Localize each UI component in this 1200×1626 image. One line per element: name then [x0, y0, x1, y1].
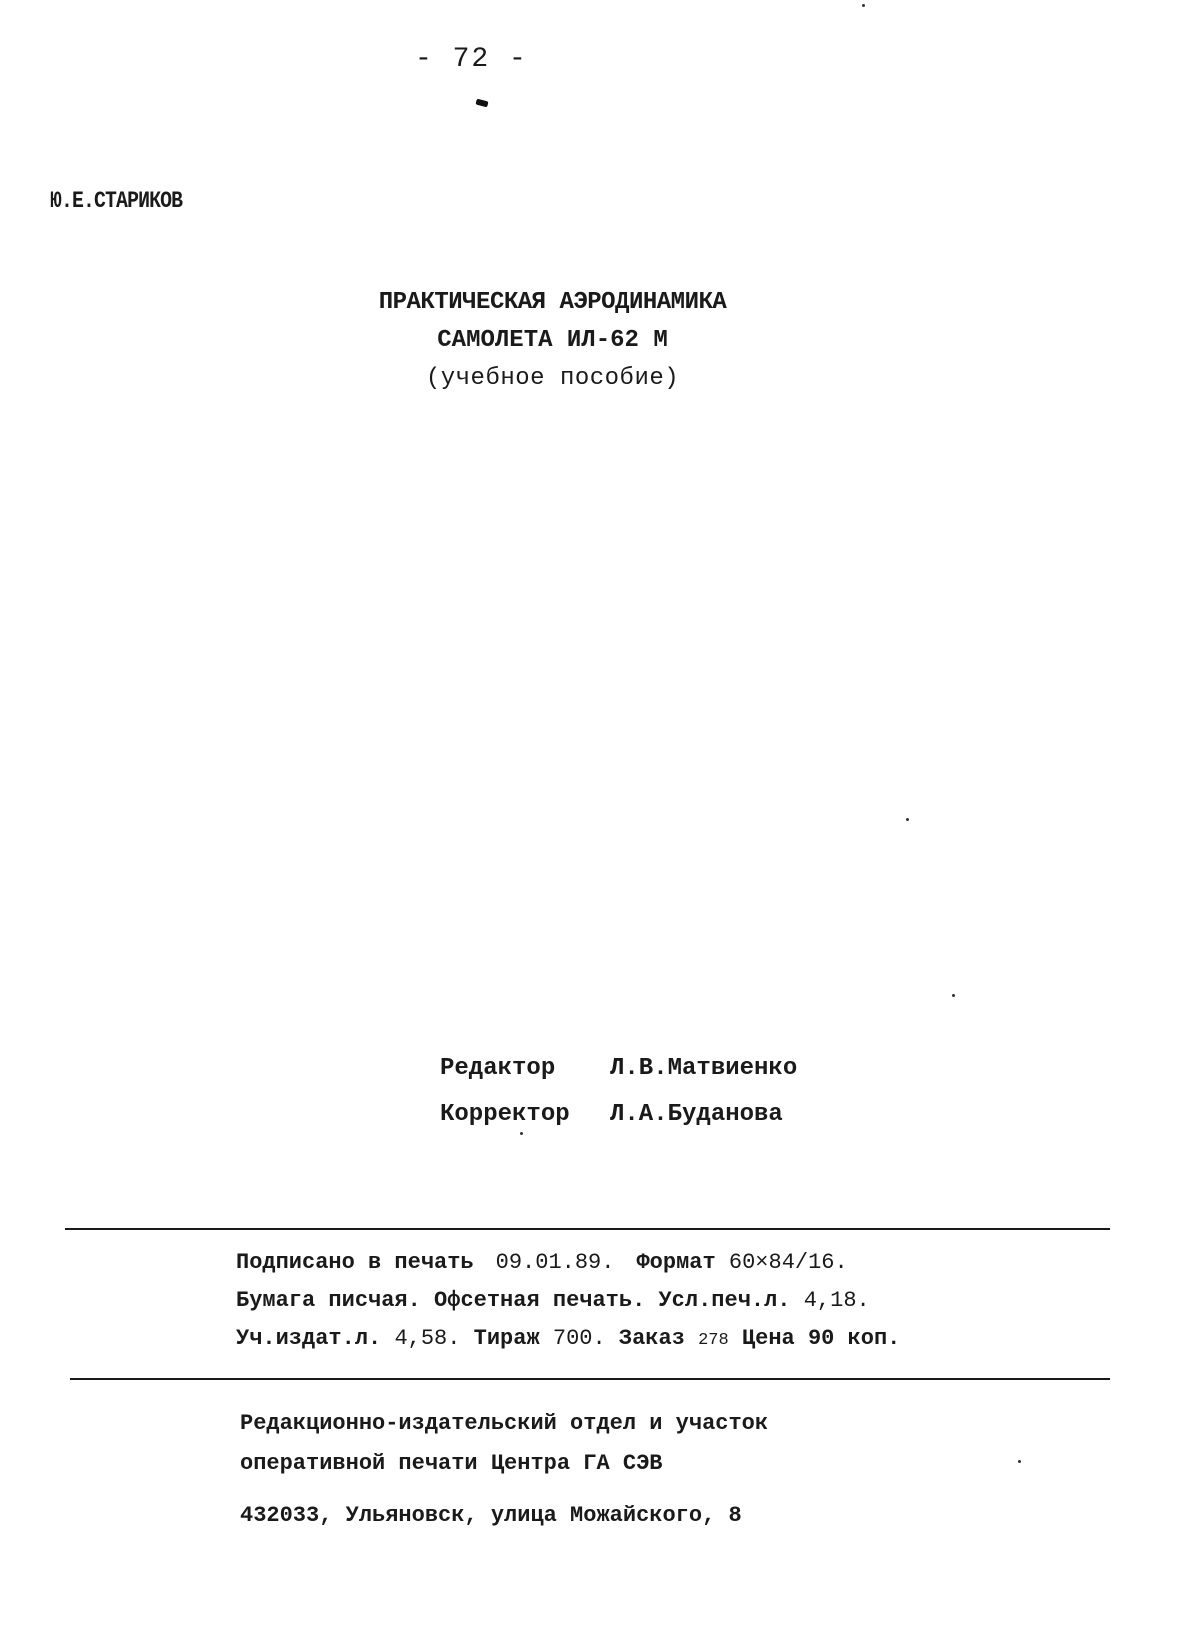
credits-block — [440, 1046, 797, 1138]
imprint-block — [236, 1244, 900, 1360]
scan-speck — [862, 4, 865, 7]
corrector-label: Корректор — [440, 1101, 570, 1128]
print-sheets-label: Усл.печ.л. — [658, 1288, 791, 1313]
format-value: 60×84/16. — [728, 1250, 848, 1275]
scan-speck — [1018, 1460, 1021, 1463]
printing-text: Офсетная печать. — [434, 1288, 646, 1313]
publ-sheets-value: 4,58. — [394, 1326, 461, 1351]
print-sheets-value: 4,18. — [803, 1288, 870, 1313]
title-line-1: ПРАКТИЧЕСКАЯ АЭРОДИНАМИКА — [378, 289, 727, 316]
order-value: 278 — [698, 1331, 729, 1350]
publisher-block — [240, 1404, 768, 1484]
price-value: 90 коп. — [807, 1326, 901, 1351]
imprint-row-3 — [236, 1320, 900, 1360]
paper-text: Бумага писчая. — [236, 1288, 421, 1313]
scan-speck — [952, 994, 955, 997]
book-title — [0, 284, 1105, 398]
imprint-row-1 — [236, 1244, 900, 1282]
signed-label: Подписано в печать — [236, 1250, 474, 1275]
imprint-row-2 — [236, 1282, 900, 1320]
publisher-line-1: Редакционно-издательский отдел и участок — [240, 1411, 769, 1436]
run-value: 700. — [552, 1326, 606, 1351]
corrector-name: Л.А.Буданова — [610, 1101, 783, 1128]
author-name: Ю.Е.СТАРИКОВ — [50, 188, 183, 214]
publisher-line-2: оперативной печати Центра ГА СЭВ — [240, 1451, 663, 1476]
publ-sheets-label: Уч.издат.л. — [236, 1326, 382, 1351]
divider-bottom — [70, 1378, 1110, 1380]
editor-name: Л.В.Матвиенко — [610, 1055, 798, 1082]
title-line-2: САМОЛЕТА ИЛ-62 М — [437, 327, 668, 354]
price-label: Цена — [741, 1326, 795, 1351]
editor-row — [440, 1046, 797, 1092]
scan-speck — [906, 818, 909, 821]
format-label: Формат — [636, 1250, 716, 1275]
publisher-address: 432033, Ульяновск, улица Можайского, 8 — [240, 1503, 742, 1528]
editor-label: Редактор — [440, 1055, 556, 1082]
title-subtitle: (учебное пособие) — [425, 365, 680, 392]
ink-mark — [475, 99, 488, 108]
corrector-row — [440, 1092, 797, 1138]
divider-top — [65, 1228, 1110, 1230]
signed-date: 09.01.89. — [495, 1250, 615, 1275]
page-number: - 72 - — [415, 44, 528, 75]
order-label: Заказ — [618, 1326, 685, 1351]
scan-speck — [520, 1132, 523, 1135]
run-label: Тираж — [473, 1326, 540, 1351]
